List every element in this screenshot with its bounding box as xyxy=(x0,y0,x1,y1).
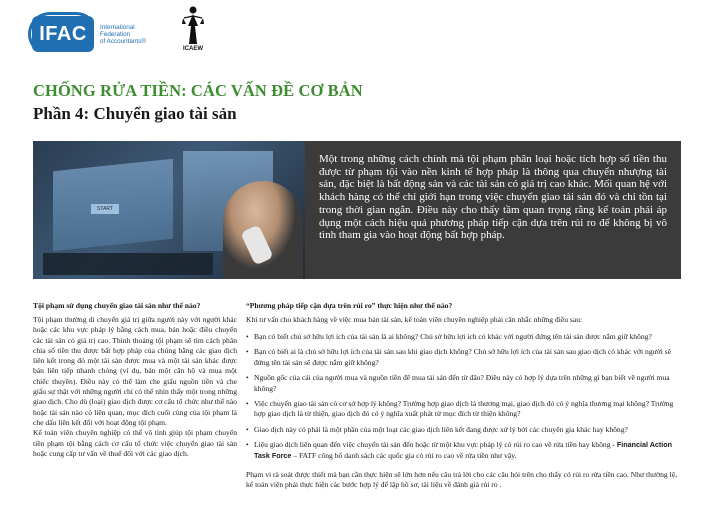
ifac-logo-text xyxy=(100,24,146,45)
fatf-name: Financial Action Task Force xyxy=(254,440,673,460)
right-intro: Khi tư vấn cho khách hàng về việc mua bán tài sản, kế toán viên chuyên nghiệp phải cân nhắc những điều sau: xyxy=(246,315,583,324)
right-heading: “Phương pháp tiếp cận dựa trên rủi ro” thực hiện như thế nào? xyxy=(246,301,453,310)
left-column xyxy=(33,301,237,459)
ifac-line-3: of Accountants® xyxy=(100,38,146,45)
list-item: • Nguồn gốc của cải của người mua và nguồn tiền để mua tài sản đến từ đâu? Điều này có hợp lý dựa trên những gì bạn biết về người mua không? xyxy=(246,373,686,394)
start-label: START xyxy=(91,204,119,214)
ifac-line-1: International xyxy=(100,24,135,31)
list-item-fatf xyxy=(246,440,686,461)
hero-banner xyxy=(33,141,681,279)
left-heading: Tội phạm sử dụng chuyển giao tài sản như thế nào? xyxy=(33,301,201,310)
right-column xyxy=(246,301,686,491)
list-item: • Việc chuyển giao tài sản có cơ sở hợp lý không? Trường hợp giao dịch là thương mại, giao dịch đó có ý nghĩa thương mại không? Trường hợp giao dịch là từ thiện, giao dịch đó có ý nghĩa xuất phát từ mục đích từ thiện không? xyxy=(246,399,686,420)
ifac-line-2: Federation xyxy=(100,31,131,38)
page-subtitle xyxy=(33,104,237,124)
fatf-text-before: Liệu giao dịch liên quan đến việc chuyển tài sản đến hoặc từ một khu vực pháp lý có rủi ro cao về rửa tiền hay không - xyxy=(254,440,615,450)
left-paragraph-2: Kế toán viên chuyên nghiệp có thể vô tình giúp tội phạm chuyển tiền phạm tội bằng cách cơ cấu tổ chức việc chuyển giao tài sản hoặc cung cấp tư vấn về thuế đối với các giao dịch. xyxy=(33,428,237,458)
person-image xyxy=(223,181,303,279)
keyboard-image xyxy=(43,253,213,275)
hero-photo xyxy=(33,141,305,279)
risk-questions-list xyxy=(246,332,686,461)
left-paragraph-1: Tội phạm thường di chuyển giá trị giữa người này với người khác hoặc các khu vực pháp lý bằng cách mua, bán hoặc điều chuyển các tài sản có giá trị cao. Thỉnh thoảng tội phạm sẽ tìm cách phân chia số tiền thu được bất hợp pháp của chúng bằng các giao dịch liên kết trong đó một tài sản được mua và một tài sản khác được bán liên tiếp nhanh chóng (ví dụ, bán một căn hộ và mua một chiếc thuyền). Điều này có thể làm che giấu nguồn tiền và che giấu sự thật với những người chỉ có thể nhìn thấy một trong những giao dịch. Cho dù (loại) giao dịch được cơ cấu tổ chức như thế nào hoặc tài sản nào có liên quan, mục đích cuối cùng của tội phạm là che dấu liên kết đối với hoạt động tội phạm. xyxy=(33,315,237,427)
list-item: • Bạn có biết chủ sở hữu lợi ích của tài sản là ai không? Chủ sở hữu lợi ích có khác với người đứng tên tài sản được nắm giữ không? xyxy=(246,332,686,342)
hero-text: Một trong những cách chính mà tội phạm phân loại hoặc tích hợp số tiền thu được từ phạm tội vào nền kinh tế hợp pháp là thông qua chuyển nhượng tài sản, đặc biệt là bất động sản và các tài sản có giá trị cao khác. Mối quan hệ với khách hàng có thể chỉ giới hạn trong việc chuyển giao tài sản đó và chỉ tồn tại trong thời gian ngắn. Điều này cho thấy tầm quan trọng rằng kế toán phải áp dụng một cách hiệu quả phương pháp tiếp cận dựa trên rủi ro để không bị vô tình tham gia vào hoạt động bất hợp pháp. xyxy=(305,141,681,279)
ifac-logo: IFAC xyxy=(32,16,94,52)
right-outro: Phạm vi rà soát được thiết mà bạn cần thực hiện sẽ lớn hơn nếu câu trả lời cho các câu hỏi trên cho thấy có rủi ro rửa tiền cao. Như thường lệ, kế toán viên phải thực hiện các bước hợp lý để lập hồ sơ, tài liệu về đánh giá rủi ro . xyxy=(246,470,677,490)
subtitle-part: Phần 4: xyxy=(33,104,90,123)
icaew-label: ICAEW xyxy=(183,46,203,52)
list-item: • Giao dịch này có phải là một phần của một loạt các giao dịch liên kết đang được xử lý bởi các chuyên gia khác hay không? xyxy=(246,425,686,435)
fatf-text-after: – FATF công bố danh sách các quốc gia có rủi ro cao về rửa tiền như vậy. xyxy=(293,450,517,460)
list-item: • Bạn có biết ai là chủ sở hữu lợi ích của tài sản sau khi giao dịch không? Chủ sở hữu lợi ích của tài sản sau giao dịch có khác với người sẽ đứng tên tài sản sẽ được nắm giữ không? xyxy=(246,347,686,368)
subtitle-text: Chuyển giao tài sản xyxy=(93,104,237,123)
page-header xyxy=(0,0,713,70)
page-title: CHỐNG RỬA TIỀN: CÁC VẤN ĐỀ CƠ BẢN xyxy=(33,81,363,100)
